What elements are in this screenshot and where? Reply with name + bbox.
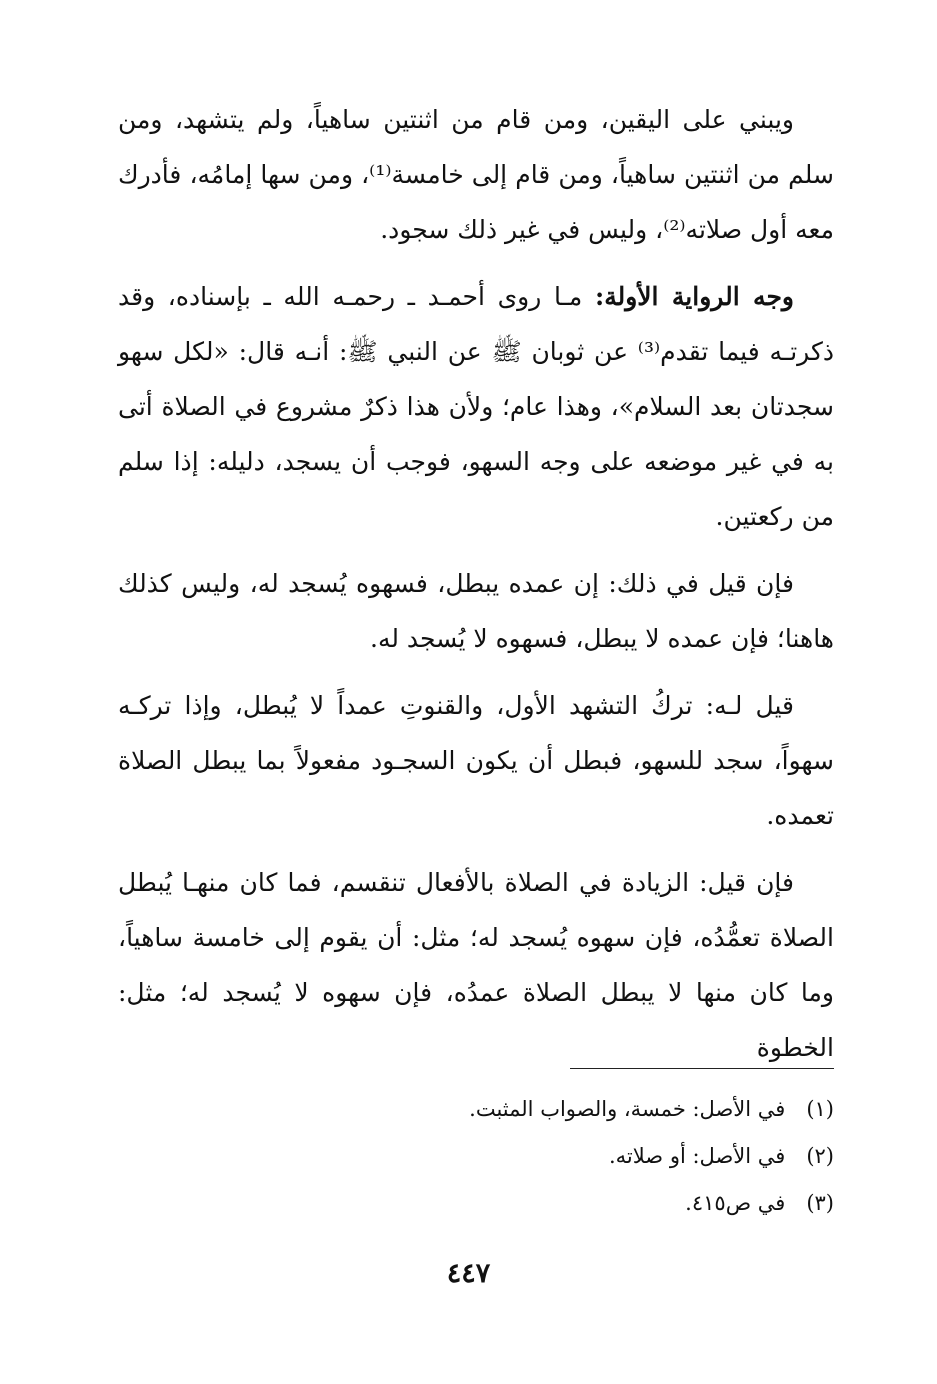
- paragraph-text: مـا روى أحمـد ـ رحمـه الله ـ بإسناده، وقد ذكرتـه فيما تقدم⁽³⁾ عن ثوبان ﷺ عن النبي ﷺ: أنـه قال: «لكل سهو سجدتان بعد السلام»، وهذا عام؛ ولأن هذا ذكرٌ مشروع في الصلاة أتى به في غير موضعه على وجه السهو، فوجب أن يسجد، دليله: إذا سلم من ركعتين.: [118, 282, 834, 531]
- footnote-number: (٣): [806, 1191, 834, 1215]
- footnotes: [134, 1086, 834, 1227]
- paragraph-lead: وجه الرواية الأولة:: [594, 282, 794, 311]
- footnote-text: في ص٤١٥.: [685, 1191, 786, 1215]
- paragraph-3: [118, 556, 834, 666]
- page-number: ٤٤٧: [446, 1258, 491, 1289]
- footnote-text: في الأصل: أو صلاته.: [609, 1144, 786, 1168]
- footnote-3: [134, 1180, 834, 1227]
- paragraph-text: قيل لـه: تركُ التشهد الأول، والقنوتِ عمداً لا يُبطل، وإذا تركـه سهواً، سجد للسهو، فبطل أن يكون السجـود مفعولاً بما يبطل الصلاة تعمده.: [118, 691, 834, 830]
- footnote-2: [134, 1133, 834, 1180]
- paragraph-4: [118, 678, 834, 843]
- footnote-number: (١): [806, 1097, 834, 1121]
- paragraph-5: [118, 855, 834, 1075]
- paragraph-text: فإن قيل: الزيادة في الصلاة بالأفعال تنقسم، فما كان منهـا يُبطل الصلاة تعمُّدُه، فإن سهوه يُسجد له؛ مثل: أن يقوم إلى خامسة ساهياً، وما كان منها لا يبطل الصلاة عمدُه، فإن سهوه لا يُسجد له؛ مثل: الخطوة: [118, 868, 834, 1062]
- footnote-1: [134, 1086, 834, 1133]
- paragraph-text: ويبني على اليقين، ومن قام من اثنتين ساهياً، ولم يتشهد، ومن سلم من اثنتين ساهياً، ومن قام إلى خامسة⁽¹⁾، ومن سها إمامُه، فأدرك معه أول صلاته⁽²⁾، وليس في غير ذلك سجود.: [118, 105, 834, 244]
- footnote-number: (٢): [806, 1144, 834, 1168]
- paragraph-2: [118, 269, 834, 544]
- main-text: [118, 92, 834, 1087]
- footnote-divider: [570, 1068, 834, 1069]
- footnote-text: في الأصل: خمسة، والصواب المثبت.: [469, 1097, 786, 1121]
- paragraph-text: فإن قيل في ذلك: إن عمده يبطل، فسهوه يُسجد له، وليس كذلك هاهنا؛ فإن عمده لا يبطل، فسهوه لا يُسجد له.: [118, 569, 834, 653]
- paragraph-1: [118, 92, 834, 257]
